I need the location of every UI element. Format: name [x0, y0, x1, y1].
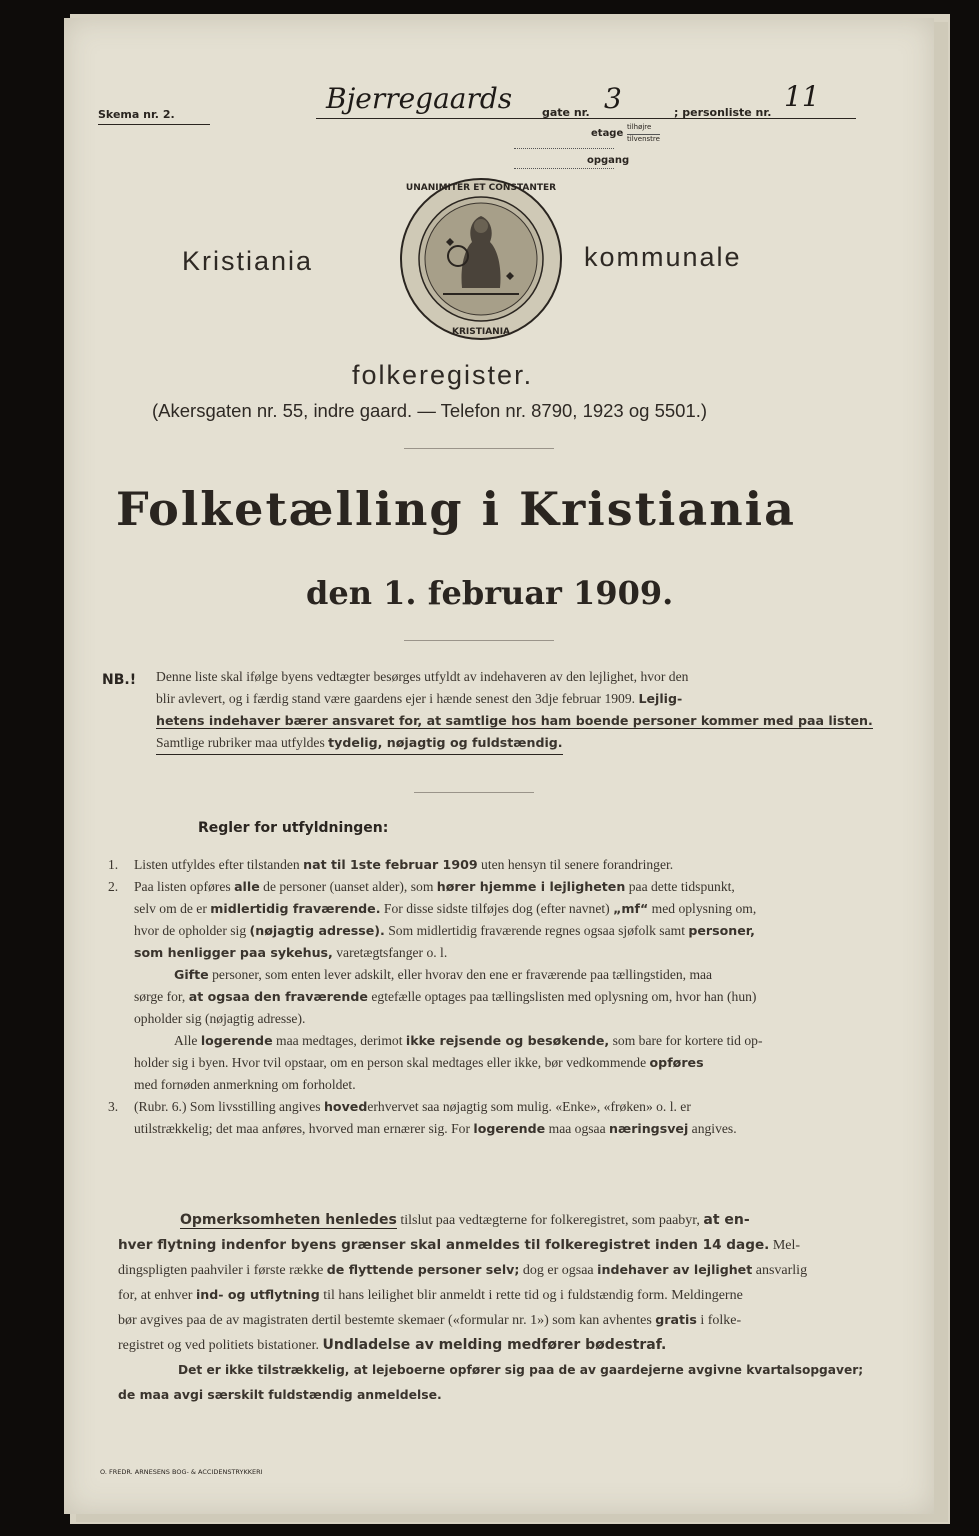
rule-2-line4a: som henligger paa sykehus, [134, 945, 333, 960]
rule-2-para2-line3: opholder sig (nøjagtig adresse). [134, 1011, 306, 1026]
rule-2-para3-line1d: ikke rejsende og besøkende, [405, 1033, 610, 1048]
rule-3-line2d: næringsvej [609, 1121, 689, 1136]
rule-1c: uten hensyn til senere forandringer. [481, 857, 674, 872]
rule-1a: Listen utfyldes efter tilstanden [134, 857, 300, 872]
svg-text:KRISTIANIA: KRISTIANIA [451, 327, 511, 337]
skema-number: Skema nr. 2. [98, 108, 210, 125]
rule-1-number: 1. [108, 857, 119, 872]
document-subtitle: den 1. februar 1909. [306, 574, 674, 612]
rules-list [108, 854, 888, 1140]
tilhoire-label: tilhøjre [627, 123, 652, 131]
rule-2-para3-line2a: holder sig i byen. Hvor tvil opstaar, om en person skal medtages eller ikke, bør vedkommende [134, 1055, 647, 1070]
notice-line1a: Opmerksomheten henledes [180, 1212, 397, 1228]
rule-2-line4b: varetægtsfanger o. l. [336, 945, 448, 960]
notice-line3b: de flyttende personer selv; [326, 1262, 520, 1277]
notice-line2: hver flytning indenfor byens grænser skal anmeldes til folkeregistret inden 14 dage. [118, 1237, 770, 1253]
rule-3-line2c: maa ogsaa [548, 1121, 606, 1136]
org-left: Kristiania [182, 246, 314, 276]
rule-2-line1e: paa dette tidspunkt, [628, 879, 735, 894]
nb-line-4a: Samtlige rubriker maa utfyldes [156, 735, 325, 750]
notice-line5c: i folke- [700, 1313, 742, 1328]
nb-line-4b: tydelig, nøjagtig og fuldstændig. [328, 735, 563, 750]
gate-number-handwritten: 3 [604, 82, 622, 115]
rule-2-line2e: med oplysning om, [651, 901, 757, 916]
rule-2-para3-line1e: som bare for kortere tid op- [612, 1033, 763, 1048]
notice-line1b: tilslut paa vedtægterne for folkeregistret, som paabyr, [400, 1213, 700, 1228]
rule-2-line1d: hører hjemme i lejligheten [436, 879, 626, 894]
notice-line4a: for, at enhver [118, 1288, 193, 1303]
rule-3-line1a: (Rubr. 6.) Som livsstilling angives [134, 1099, 321, 1114]
rule-2-line2c: For disse sidste tilføjes dog (efter navnet) [383, 901, 610, 916]
nb-line-2a: blir avlevert, og i færdig stand være gaardens ejer i hænde senest den 3dje februar 1909. [156, 691, 636, 706]
notice-line5b: gratis [655, 1312, 697, 1327]
divider-2 [404, 640, 554, 641]
rule-1b: nat til 1ste februar 1909 [303, 857, 478, 872]
notice-line3a: dingspligten paahviler i første række [118, 1263, 324, 1278]
printer-credit: O. FREDR. ARNESENS BOG- & ACCIDENSTRYKKERI [100, 1468, 263, 1476]
nb-text [156, 666, 884, 755]
rule-3-number: 3. [108, 1099, 119, 1114]
notice-block [118, 1208, 898, 1408]
rule-2-number: 2. [108, 879, 119, 894]
notice-line5a: bør avgives paa de av magistraten dertil bestemte skemaer («formular nr. 1») som kan avhentes [118, 1313, 652, 1328]
notice-line3e: ansvarlig [755, 1263, 808, 1278]
notice-line7: Det er ikke tilstrækkelig, at lejeboerne opfører sig paa de av gaardejerne avgivne kvartalsopgaver; [178, 1363, 864, 1377]
notice-line3c: dog er ogsaa [522, 1263, 594, 1278]
etage-label: etage [591, 128, 624, 139]
rule-2-para2-line1b: personer, som enten lever adskilt, eller hvorav den ene er fraværende paa tællingstiden, maa [212, 967, 713, 982]
rule-2-line3a: hvor de opholder sig [134, 923, 247, 938]
notice-line4b: ind- og utflytning [195, 1287, 320, 1302]
rule-2-para3-line3: med fornøden anmerkning om forholdet. [134, 1077, 356, 1092]
org-line2: folkeregister. [352, 360, 534, 390]
rule-3-line2b: logerende [473, 1121, 546, 1136]
gate-label: gate nr. [542, 106, 590, 119]
notice-line6a: registret og ved politiets bistationer. [118, 1338, 320, 1353]
rule-2-para3-line1c: maa medtages, derimot [276, 1033, 403, 1048]
rule-3-line1c: erhvervet saa nøjagtig som mulig. «Enke», «frøken» o. l. er [367, 1099, 691, 1114]
nb-label: NB.! [102, 672, 137, 688]
rule-2-para2-line2c: egtefælle optages paa tællingslisten med oplysning om, hvor han (hun) [371, 989, 757, 1004]
street-name-handwritten: Bjerregaards [326, 82, 513, 115]
rule-3-line2e: angives. [691, 1121, 737, 1136]
rule-2-line1b: alle [234, 879, 260, 894]
divider-3 [414, 792, 534, 793]
rule-2-line2b: midlertidig fraværende. [210, 901, 381, 916]
rule-3-line2a: utilstrækkelig; det maa anføres, hvorved man ernærer sig. For [134, 1121, 470, 1136]
etage-dotted-line [514, 148, 614, 149]
rule-2-para3-line1a: Alle [174, 1033, 198, 1048]
rule-2-line1a: Paa listen opføres [134, 879, 231, 894]
nb-line-3: hetens indehaver bærer ansvaret for, at samtlige hos ham boende personer kommer med paa listen. [156, 713, 873, 728]
opgang-label: opgang [587, 155, 630, 166]
tilvenstre-label: tilvenstre [627, 135, 660, 143]
notice-line8: de maa avgi særskilt fuldstændig anmeldelse. [118, 1387, 442, 1402]
notice-line6b: Undladelse av melding medfører bødestraf. [322, 1337, 667, 1353]
city-seal-icon [398, 176, 564, 342]
org-address: (Akersgaten nr. 55, indre gaard. — Telefon nr. 8790, 1923 og 5501.) [152, 400, 708, 421]
rule-2-para3-line2b: opføres [649, 1055, 704, 1070]
nb-line-2b: Lejlig- [638, 691, 683, 706]
rules-heading: Regler for utfyldningen: [198, 820, 389, 836]
personliste-label: ; personliste nr. [674, 106, 772, 119]
rule-2-line2a: selv om de er [134, 901, 207, 916]
svg-text:UNANIMITER ET CONSTANTER: UNANIMITER ET CONSTANTER [405, 183, 557, 193]
rule-2-line3b: (nøjagtig adresse). [249, 923, 385, 938]
notice-line4c: til hans leilighet blir anmeldt i rette tid og i fuldstændig form. Meldingerne [323, 1288, 743, 1303]
org-right: kommunale [584, 242, 742, 272]
nb-line-1: Denne liste skal ifølge byens vedtægter besørges utfyldt av indehaveren av den lejlighet, hvor den [156, 669, 689, 684]
rule-2-para2-line2a: sørge for, [134, 989, 186, 1004]
notice-line3d: indehaver av lejlighet [597, 1262, 753, 1277]
divider-1 [404, 448, 554, 449]
rule-3-line1b: hoved [323, 1099, 368, 1114]
census-form-page [64, 18, 934, 1514]
notice-line1c: at en- [703, 1212, 750, 1228]
rule-2-para2-line1a: Gifte [174, 967, 209, 982]
opgang-dotted-line [514, 168, 614, 169]
rule-2-para3-line1b: logerende [200, 1033, 273, 1048]
rule-2-line1c: de personer (uanset alder), som [263, 879, 434, 894]
rule-2-line2d: „mf“ [613, 901, 649, 916]
document-title: Folketælling i Kristiania [116, 482, 796, 536]
notice-line2b: Mel- [772, 1238, 801, 1253]
personliste-number-handwritten: 11 [784, 80, 820, 113]
rule-2-line3d: personer, [688, 923, 755, 938]
rule-2-para2-line2b: at ogsaa den fraværende [188, 989, 368, 1004]
rule-2-line3c: Som midlertidig fraværende regnes ogsaa sjøfolk samt [388, 923, 685, 938]
